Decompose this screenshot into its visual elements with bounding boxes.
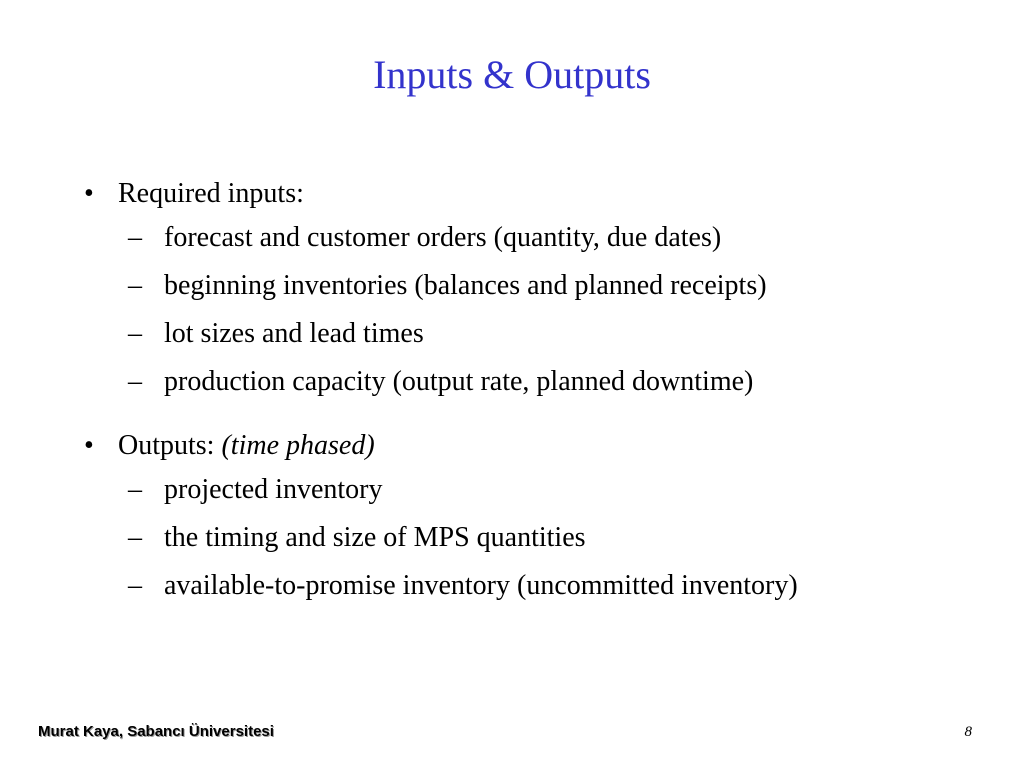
sub-item — [84, 266, 944, 306]
dash-mark: – — [128, 474, 142, 505]
bullet-mark: • — [84, 178, 94, 209]
bullet-label: Outputs: — [118, 430, 222, 461]
sub-item-text: projected inventory — [164, 474, 383, 505]
slide-content — [84, 174, 944, 630]
sub-item-text: the timing and size of MPS quantities — [164, 522, 586, 553]
dash-mark: – — [128, 318, 142, 349]
bullet-required-inputs — [84, 174, 944, 214]
sub-item-text: beginning inventories (balances and planned receipts) — [164, 270, 767, 301]
bullet-label: Required inputs: — [118, 178, 304, 209]
footer-author: Murat Kaya, Sabancı Üniversitesi — [38, 723, 274, 740]
sub-item-text: lot sizes and lead times — [164, 318, 424, 349]
dash-mark: – — [128, 270, 142, 301]
sublist-required-inputs — [84, 218, 944, 402]
bullet-label-suffix: (time phased) — [221, 430, 375, 461]
bullet-outputs — [84, 426, 944, 466]
sub-item-text: forecast and customer orders (quantity, due dates) — [164, 222, 722, 253]
sub-item — [84, 518, 944, 558]
sub-item — [84, 362, 944, 402]
sub-item — [84, 218, 944, 258]
dash-mark: – — [128, 366, 142, 397]
sub-item — [84, 470, 944, 510]
sub-item — [84, 566, 864, 606]
dash-mark: – — [128, 570, 142, 601]
bullet-mark: • — [84, 430, 94, 461]
sub-item-text: available-to-promise inventory (uncommitted inventory) — [164, 570, 798, 601]
sublist-outputs — [84, 470, 944, 606]
slide-title: Inputs & Outputs — [373, 52, 651, 97]
sub-item — [84, 314, 944, 354]
sub-item-text: production capacity (output rate, planned downtime) — [164, 366, 754, 397]
footer-page-number: 8 — [964, 724, 972, 740]
dash-mark: – — [128, 522, 142, 553]
dash-mark: – — [128, 222, 142, 253]
